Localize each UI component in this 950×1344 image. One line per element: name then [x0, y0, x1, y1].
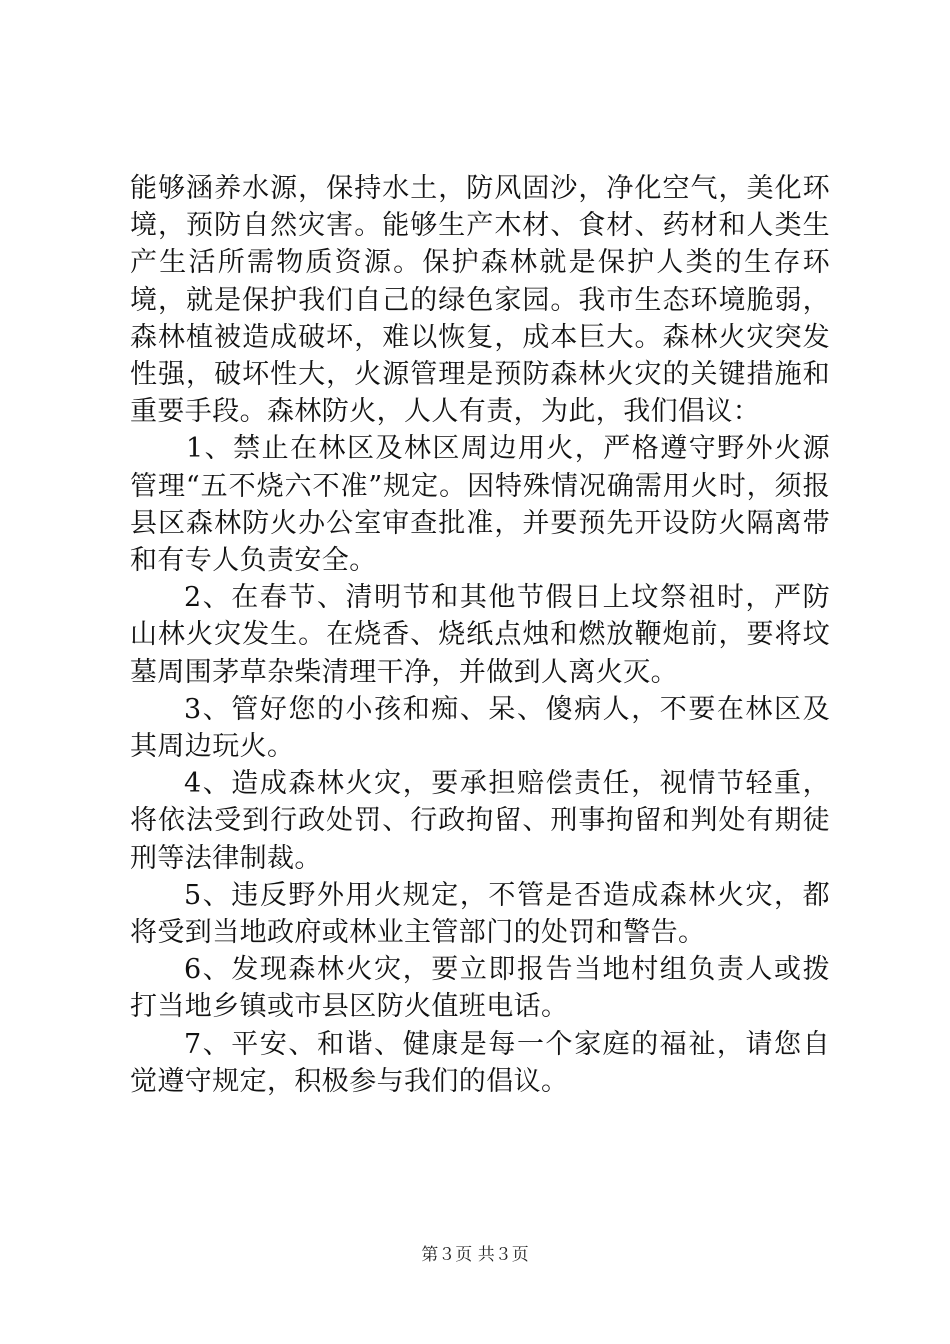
proposal-item-7: 7、平安、和谐、健康是每一个家庭的福祉，请您自觉遵守规定，积极参与我们的倡议。 [130, 1028, 830, 1097]
proposal-item-3: 3、管好您的小孩和痴、呆、傻病人，不要在林区及其周边玩火。 [130, 693, 830, 763]
intro-paragraph: 能够涵养水源，保持水土，防风固沙，净化空气，美化环境，预防自然灾害。能够生产木材、食材、药材和人类生产生活所需物质资源。保护森林就是保护人类的生存环境，就是保护我们自己的绿色家园。我市生态环境脆弱，森林植被造成破坏，难以恢复，成本巨大。森林火灾突发性强，破坏性大，火源管理是预防森林火灾的关键措施和重要手段。森林防火，人人有责，为此，我们倡议： [130, 173, 830, 428]
proposal-item-1: 1、禁止在林区及林区周边用火，严格遵守野外火源管理“五不烧六不准”规定。因特殊情况确需用火时，须报县区森林防火办公室审查批准，并要预先开设防火隔离带和有专人负责安全。 [130, 433, 830, 577]
proposal-item-2: 2、在春节、清明节和其他节假日上坟祭祖时，严防山林火灾发生。在烧香、烧纸点烛和燃放鞭炮前，要将坟墓周围茅草杂柴清理干净，并做到人离火灭。 [130, 582, 830, 688]
proposal-item-4: 4、造成森林火灾，要承担赔偿责任，视情节轻重，将依法受到行政处罚、行政拘留、刑事拘留和判处有期徒刑等法律制裁。 [130, 768, 830, 874]
document-body [130, 170, 830, 1100]
proposal-item-6: 6、发现森林火灾，要立即报告当地村组负责人或拨打当地乡镇或市县区防火值班电话。 [130, 954, 830, 1023]
page-number-footer: 第３页 共３页 [421, 1245, 529, 1265]
proposal-item-5: 5、违反野外用火规定，不管是否造成森林火灾，都将受到当地政府或林业主管部门的处罚和警告。 [130, 879, 830, 949]
